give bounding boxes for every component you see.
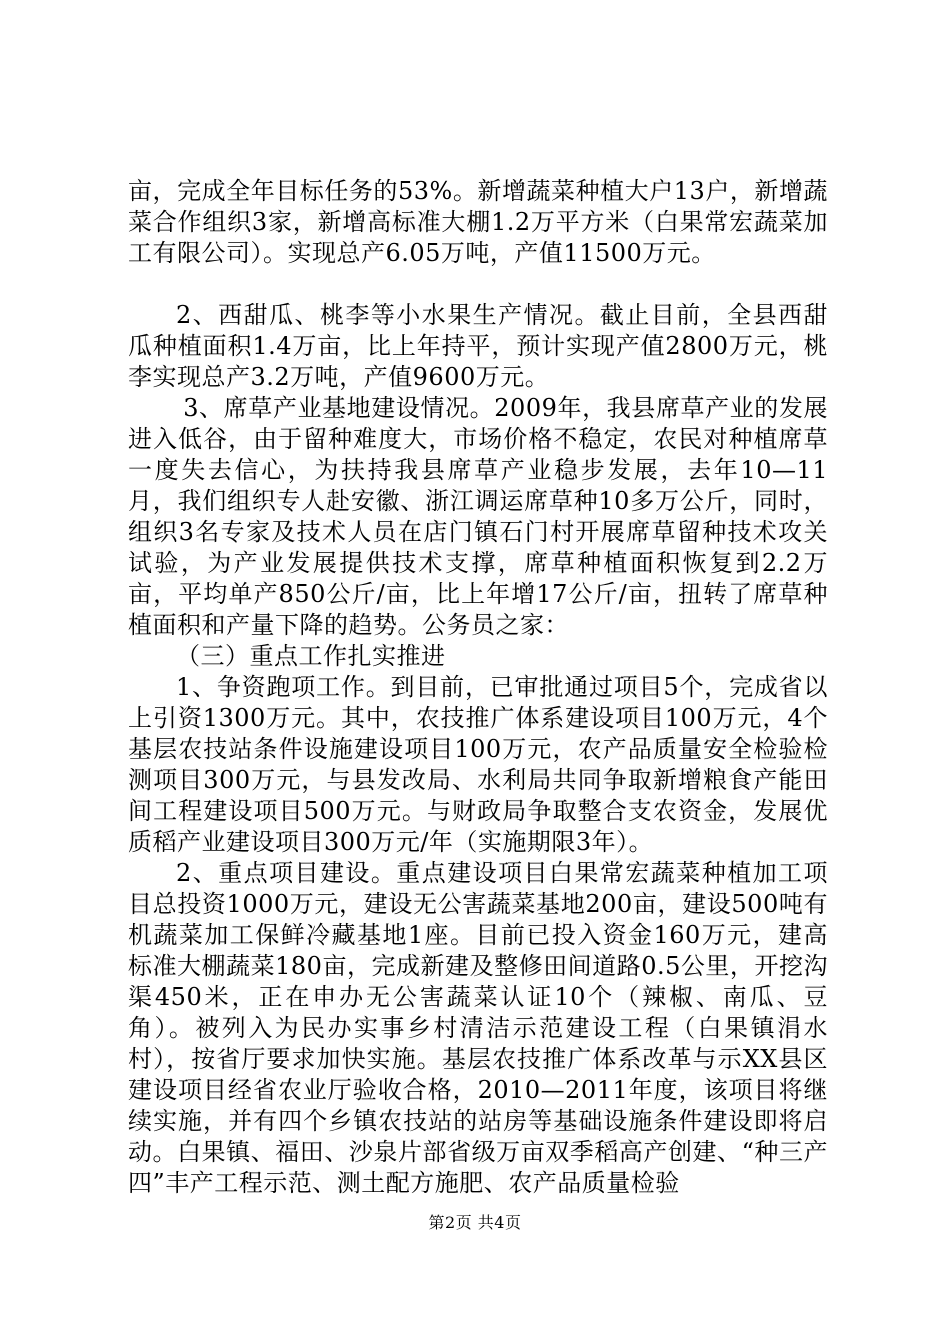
paragraph-gap <box>128 269 828 300</box>
paragraph-fruit-production: 2、西甜瓜、桃李等小水果生产情况。截止目前，全县西甜瓜种植面积1.4万亩，比上年持平，预计实现产值2800万元，桃李实现总产3.2万吨，产值9600万元。 <box>128 301 828 391</box>
paragraph-key-project-construction: 2、重点项目建设。重点建设项目白果常宏蔬菜种植加工项目总投资1000万元，建设无公害蔬菜基地200亩，建设500吨有机蔬菜加工保鲜冷藏基地1座。目前已投入资金160万元，建高标准大棚蔬菜180亩，完成新建及整修田间道路0.5公里，开挖沟渠450米，正在申办无公害蔬菜认证10个（辣椒、南瓜、豆角）。被列入为民办实事乡村清洁示范建设工程（白果镇涓水村），按省厅要求加快实施。基层农技推广体系改革与示XX县区建设项目经省农业厅验收合格，2010—2011年度，该项目将继续实施，并有四个乡镇农技站的站房等基础设施条件建设即将启动。白果镇、福田、沙泉片部省级万亩双季稻高产创建、“种三产四”丰产工程示范、测土配方施肥、农产品质量检验 <box>128 859 828 1197</box>
paragraph-rush-grass-base: 3、席草产业基地建设情况。2009年，我县席草产业的发展进入低谷，由于留种难度大，市场价格不稳定，农民对种植席草一度失去信心，为扶持我县席草产业稳步发展，去年10—11月，我们组织专人赴安徽、浙江调运席草种10多万公斤，同时，组织3名专家及技术人员在店门镇石门村开展席草留种技术攻关试验，为产业发展提供技术支撑，席草种植面积恢复到2.2万亩，平均单产850公斤/亩，比上年增17公斤/亩，扭转了席草种植面积和产量下降的趋势。公务员之家： <box>128 394 828 639</box>
document-body <box>128 176 828 1199</box>
paragraph-vegetable-summary: 亩，完成全年目标任务的53%。新增蔬菜种植大户13户，新增蔬菜合作组织3家，新增高标准大棚1.2万平方米（白果常宏蔬菜加工有限公司）。实现总产6.05万吨，产值11500万元。 <box>128 177 828 267</box>
paragraph-funding-projects: 1、争资跑项工作。到目前，已审批通过项目5个，完成省以上引资1300万元。其中，农技推广体系建设项目100万元，4个基层农技站条件设施建设项目100万元，农产品质量安全检验检测项目300万元，与县发改局、水利局共同争取新增粮食产能田间工程建设项目500万元。与财政局争取整合支农资金，发展优质稻产业建设项目300万元/年（实施期限3年）。 <box>128 673 828 856</box>
page-footer: 第2页 共4页 <box>428 1213 522 1232</box>
section-heading-key-work: （三）重点工作扎实推进 <box>176 642 446 670</box>
